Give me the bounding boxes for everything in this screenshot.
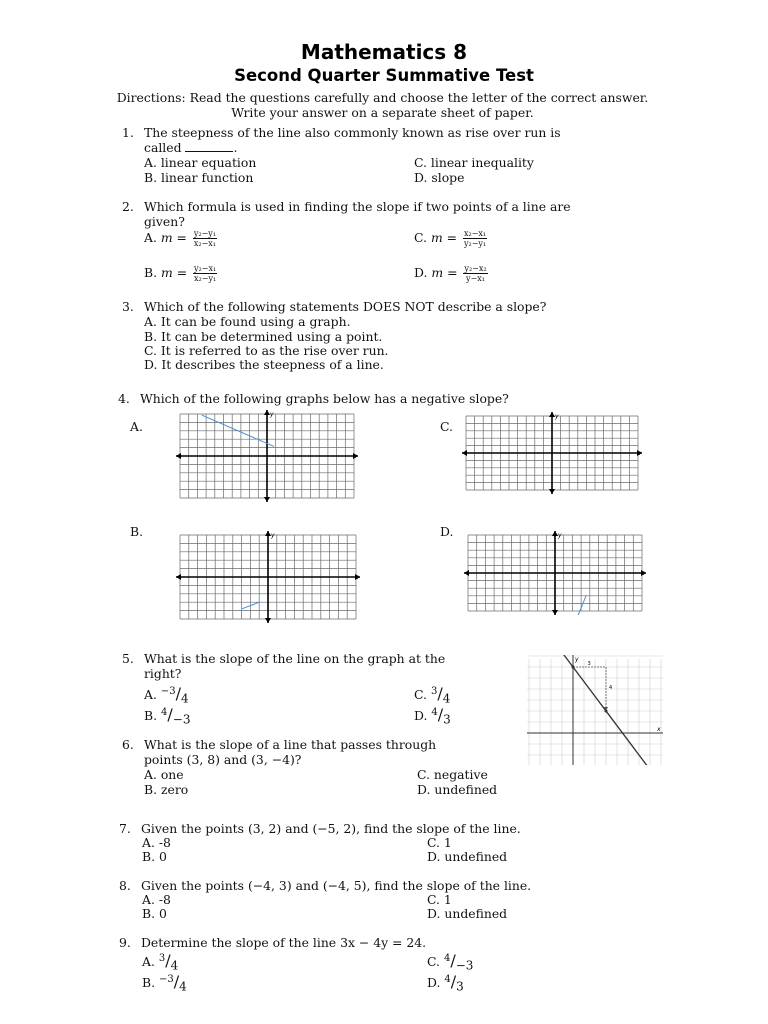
- question-5: 5. What is the slope of the line on the graph at the: [122, 651, 446, 666]
- q2-option-c[interactable]: C. m = $\frac{\text{x₂−x₁}}{\text{y₂−y₁}}$: [414, 229, 487, 248]
- graph-d[interactable]: [464, 531, 646, 615]
- y-axis-label: y: [555, 413, 559, 420]
- fraction-slash: /: [450, 972, 457, 992]
- q8-option-c[interactable]: C. 1: [427, 892, 452, 907]
- y-axis-label: y: [270, 411, 274, 418]
- q5-option-c[interactable]: C. $^3/_4$: [414, 684, 451, 706]
- x-arrow-left: [176, 574, 181, 580]
- question-6: 6. What is the slope of a line that passes through: [122, 737, 437, 752]
- q2-option-d[interactable]: D. m = $\frac{\text{y₂−x₂}}{\text{y−x₁}}$: [414, 264, 487, 283]
- fraction-slash: /: [167, 705, 173, 725]
- q5-option-b[interactable]: B. $^4/_{-3}$: [144, 705, 191, 727]
- q9-option-b[interactable]: B. $^{-3}/_4$: [142, 972, 187, 994]
- fraction-slash: /: [437, 684, 443, 704]
- q7-option-d[interactable]: D. undefined: [427, 849, 508, 864]
- q8-option-a[interactable]: A. -8: [142, 892, 171, 907]
- q1-option-c[interactable]: C. linear inequality: [414, 155, 534, 170]
- y-arrow-down: [264, 497, 270, 502]
- answer-blank: [185, 141, 233, 152]
- page-title: Mathematics 8: [300, 40, 468, 64]
- x-arrow-left: [176, 453, 181, 459]
- q3-option-c[interactable]: C. It is referred to as the rise over run.: [144, 343, 389, 358]
- question-3: 3. Which of the following statements DOES NOT describe a slope?: [122, 299, 547, 314]
- q7-option-a[interactable]: A. -8: [142, 835, 171, 850]
- x-arrow-left: [464, 570, 469, 576]
- q1-option-d[interactable]: D. slope: [414, 170, 465, 185]
- q3-option-a[interactable]: A. It can be found using a graph.: [144, 314, 351, 329]
- y-arrow-down: [265, 618, 271, 623]
- point: [572, 666, 575, 669]
- question-1-line2: called .: [144, 140, 238, 155]
- x-axis-label: x: [657, 726, 661, 733]
- q2-option-b[interactable]: B. m = $\frac{\text{y₂−x₁}}{\text{x₂−y₁}}$: [144, 264, 217, 283]
- q4-option-a[interactable]: A.: [130, 419, 143, 434]
- question-2: 2. Which formula is used in finding the slope if two points of a line are: [122, 199, 571, 214]
- x-axis-label: x: [637, 450, 641, 457]
- question-5-line2: right?: [144, 666, 182, 681]
- q1-option-a[interactable]: A. linear equation: [144, 155, 257, 170]
- q8-option-d[interactable]: D. undefined: [427, 906, 508, 921]
- fraction-slash: /: [450, 951, 456, 971]
- q8-option-b[interactable]: B. 0: [142, 906, 167, 921]
- q3-option-b[interactable]: B. It can be determined using a point.: [144, 329, 383, 344]
- page-subtitle: Second Quarter Summative Test: [234, 66, 534, 85]
- q5-option-d[interactable]: D. $^4/_3$: [414, 705, 451, 727]
- question-7: 7. Given the points (3, 2) and (−5, 2), find the slope of the line.: [119, 821, 521, 836]
- x-axis-label: x: [353, 453, 357, 460]
- fraction: $\frac{\text{y₂−y₁}}{\text{x₂−x₁}}$: [193, 229, 217, 248]
- q9-option-a[interactable]: A. $^3/_4$: [142, 951, 179, 973]
- q2-option-a[interactable]: A. m = $\frac{\text{y₂−y₁}}{\text{x₂−x₁}}$: [144, 229, 217, 248]
- q6-option-b[interactable]: B. zero: [144, 782, 189, 797]
- question-1: 1. The steepness of the line also commonly known as rise over run is: [122, 125, 561, 140]
- x-axis-label: x: [355, 574, 359, 581]
- q7-option-b[interactable]: B. 0: [142, 849, 167, 864]
- q6-option-a[interactable]: A. one: [144, 767, 184, 782]
- fraction: $\frac{\text{x₂−x₁}}{\text{y₂−y₁}}$: [463, 229, 487, 248]
- q6-option-c[interactable]: C. negative: [417, 767, 488, 782]
- q9-option-c[interactable]: C. $^4/_{-3}$: [427, 951, 474, 973]
- slope-graph: [527, 655, 663, 765]
- question-9: 9. Determine the slope of the line 3x − 4y = 24.: [119, 935, 427, 950]
- q3-option-d[interactable]: D. It describes the steepness of a line.: [144, 357, 384, 372]
- directions: Directions: Read the questions carefully and choose the letter of the correct answer. Write your answer on a separate sheet of paper.: [116, 90, 649, 120]
- q4-option-b[interactable]: B.: [130, 524, 144, 539]
- graph-a[interactable]: [176, 410, 358, 502]
- q5-option-a[interactable]: A. $^{-3}/_4$: [144, 684, 189, 706]
- graph-line: [529, 655, 659, 765]
- fraction-slash: /: [437, 705, 444, 725]
- point: [605, 710, 608, 713]
- graph-c[interactable]: [462, 412, 642, 494]
- q4-option-d[interactable]: D.: [440, 524, 454, 539]
- fraction-slash: /: [175, 684, 181, 704]
- fraction: $\frac{\text{y₂−x₁}}{\text{x₂−y₁}}$: [194, 264, 217, 283]
- question-2-line2: given?: [144, 214, 185, 229]
- question-6-line2: points (3, 8) and (3, −4)?: [144, 752, 302, 767]
- q9-option-d[interactable]: D. $^4/_3$: [427, 972, 464, 994]
- y-arrow-down: [552, 610, 558, 615]
- fraction: $\frac{\text{y₂−x₂}}{\text{y−x₁}}$: [464, 264, 487, 283]
- y-arrow-down: [549, 489, 555, 494]
- q1-option-b[interactable]: B. linear function: [144, 170, 254, 185]
- q4-option-c[interactable]: C.: [440, 419, 453, 434]
- x-axis-label: x: [641, 570, 645, 577]
- q7-option-c[interactable]: C. 1: [427, 835, 452, 850]
- fraction-slash: /: [165, 951, 171, 971]
- y-axis-label: y: [271, 532, 275, 539]
- q6-option-d[interactable]: D. undefined: [417, 782, 498, 797]
- run-label: 3: [587, 661, 591, 667]
- graph-b[interactable]: [176, 531, 360, 623]
- rise-label: 4: [609, 685, 613, 691]
- y-axis-label: y: [558, 532, 562, 539]
- question-4: 4. Which of the following graphs below has a negative slope?: [118, 391, 509, 406]
- x-arrow-left: [462, 450, 467, 456]
- fraction-slash: /: [173, 972, 180, 992]
- y-axis-label: y: [575, 656, 579, 663]
- question-8: 8. Given the points (−4, 3) and (−4, 5), find the slope of the line.: [119, 878, 532, 893]
